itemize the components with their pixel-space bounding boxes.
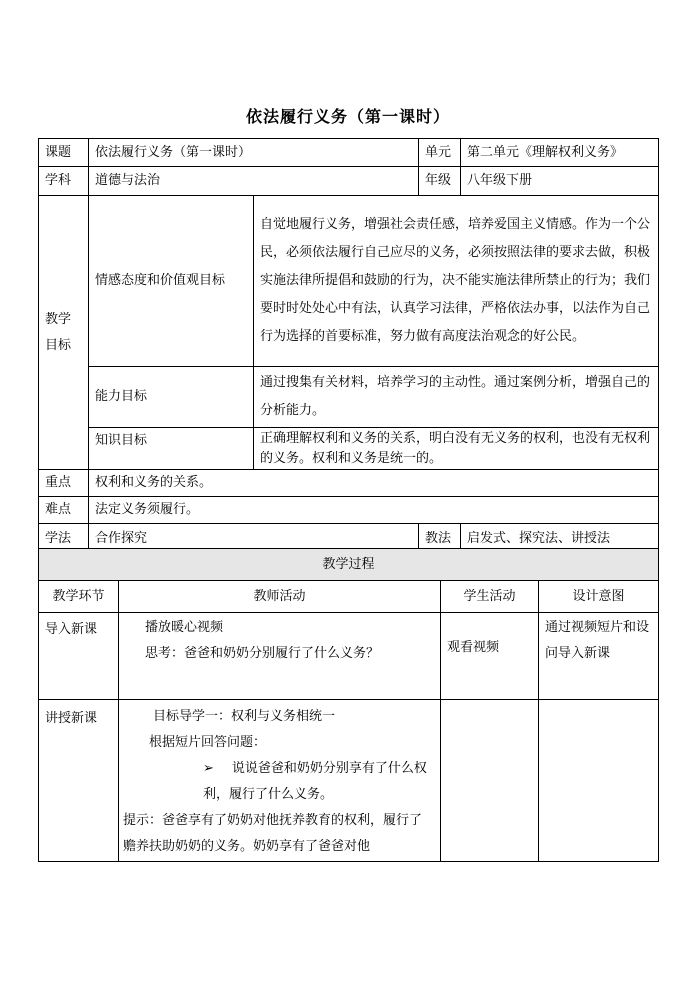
subject-value: 道德与法治	[89, 167, 419, 196]
key-point-value: 权利和义务的关系。	[89, 470, 659, 497]
topic-value: 依法履行义务（第一课时）	[89, 139, 419, 167]
grade-value: 八年级下册	[461, 167, 659, 196]
row1-teacher-line2: 思考：爸爸和奶奶分别履行了什么义务？	[145, 646, 380, 661]
row2-student	[441, 700, 539, 862]
knowledge-goal-text: 正确理解权利和义务的关系，明白没有无义务的权利，也没有无权利的义务。权利和义务是统一的。	[254, 428, 659, 470]
col-teacher-header: 教师活动	[119, 581, 441, 613]
goals-label	[39, 196, 89, 470]
row1-teacher	[119, 613, 441, 700]
ability-goal-text: 通过搜集有关材料，培养学习的主动性。通过案例分析，增强自己的分析能力。	[254, 367, 659, 428]
bullet-arrow-icon: ➢	[203, 761, 214, 776]
emotion-goal-text: 自觉地履行义务，增强社会责任感，培养爱国主义情感。作为一个公民，必须依法履行自己应尽的义务，必须按照法律的要求去做，积极实施法律所提倡和鼓励的行为，决不能实施法律所禁止的行为；我们要时时处处心中有法，认真学习法律，严格依法办事，以法作为自己行为选择的首要标准，努力做有高度法治观念的好公民。	[254, 196, 659, 367]
unit-value: 第二单元《理解权利义务》	[461, 139, 659, 167]
process-header: 教学过程	[39, 549, 659, 581]
row2-teacher-line2: 根据短片回答问题：	[149, 735, 267, 750]
goals-label-line2: 目标	[45, 337, 72, 353]
row1-teacher-line1: 播放暖心视频	[145, 620, 224, 635]
study-method-value: 合作探究	[89, 524, 419, 554]
subject-label: 学科	[39, 167, 89, 196]
difficulty-value: 法定义务须履行。	[89, 497, 659, 524]
row2-teacher	[119, 700, 441, 862]
lesson-info-table	[38, 138, 659, 554]
row1-stage: 导入新课	[39, 613, 119, 700]
row1-design: 通过视频短片和设问导入新课	[539, 613, 659, 700]
unit-label: 单元	[419, 139, 461, 167]
row2-teacher-line1: 目标导学一：权利与义务相统一	[153, 709, 336, 724]
key-point-label: 重点	[39, 470, 89, 497]
teach-method-value: 启发式、探究法、讲授法	[461, 524, 659, 554]
page-title: 依法履行义务（第一课时）	[245, 107, 450, 126]
row2-teacher-line3: 说说爸爸和奶奶分别享有了什么权利，履行了什么义务。	[203, 761, 427, 802]
study-method-label: 学法	[39, 524, 89, 554]
emotion-goal-label: 情感态度和价值观目标	[89, 196, 254, 367]
row2-teacher-line4: 提示：爸爸享有了奶奶对他抚养教育的权利，履行了赡养扶助奶奶的义务。奶奶享有了爸爸对他	[123, 813, 423, 854]
col-stage-header: 教学环节	[39, 581, 119, 613]
grade-label: 年级	[419, 167, 461, 196]
teach-method-label: 教法	[419, 524, 461, 554]
col-student-header: 学生活动	[441, 581, 539, 613]
knowledge-goal-label: 知识目标	[89, 428, 254, 470]
col-design-header: 设计意图	[539, 581, 659, 613]
topic-label: 课题	[39, 139, 89, 167]
ability-goal-label: 能力目标	[89, 367, 254, 428]
row2-design	[539, 700, 659, 862]
teaching-process-table	[38, 548, 659, 862]
difficulty-label: 难点	[39, 497, 89, 524]
row1-student: 观看视频	[441, 613, 539, 700]
row2-teacher-bullet-item	[123, 756, 434, 808]
goals-label-line1: 教学	[45, 311, 72, 327]
row2-stage: 讲授新课	[39, 700, 119, 862]
